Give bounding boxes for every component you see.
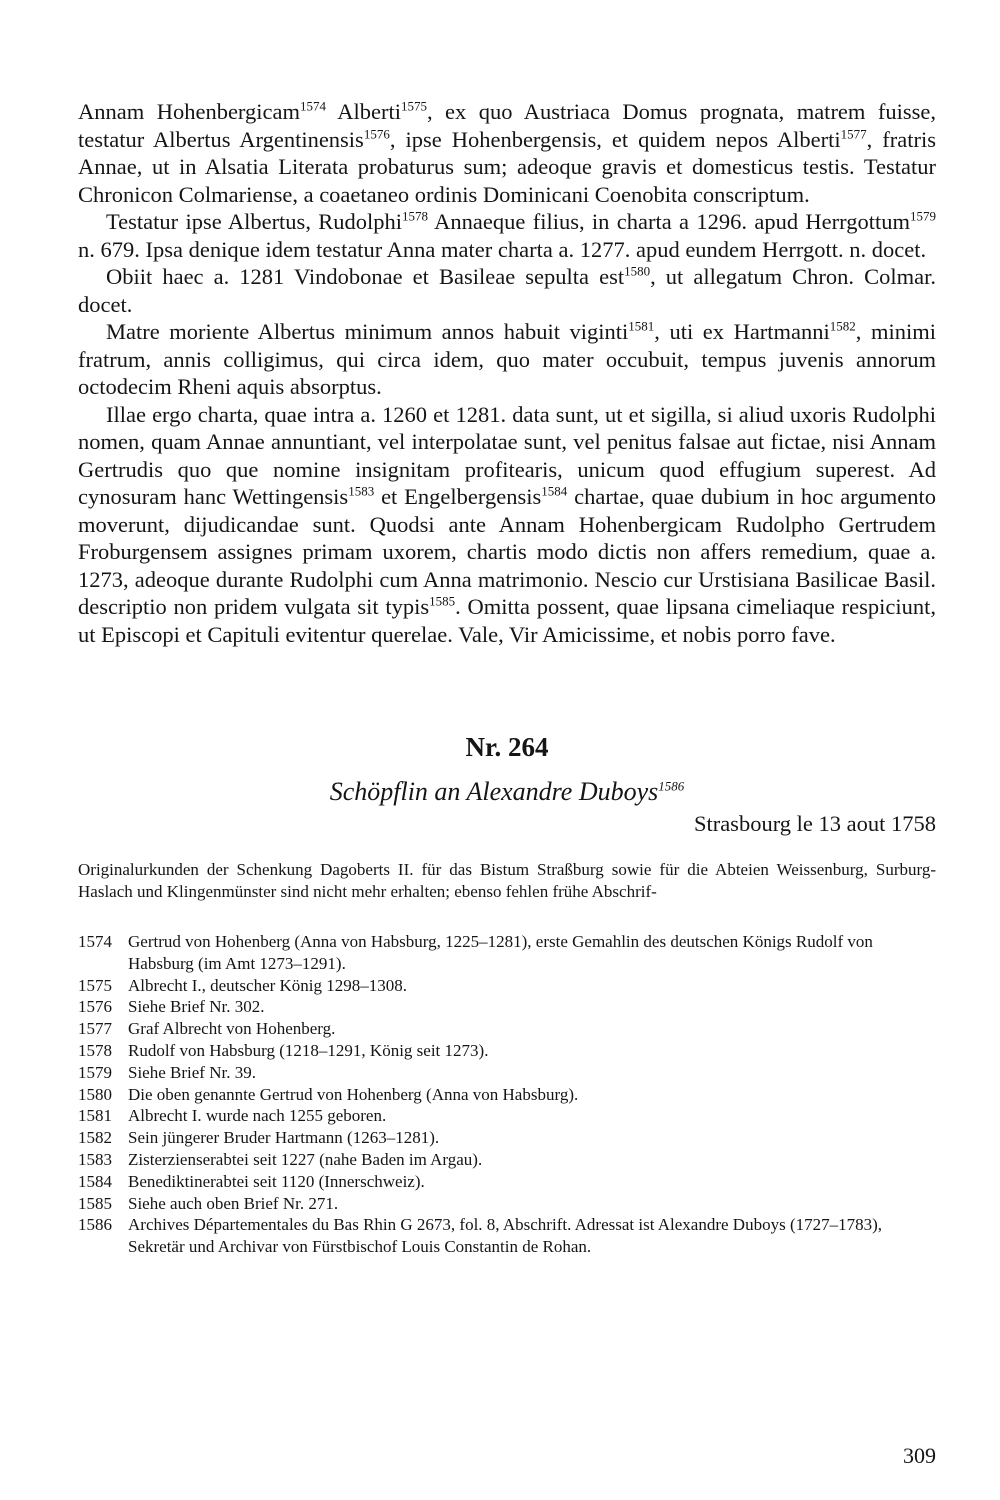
footnote-ref: 1577 [840, 126, 867, 141]
paragraph [78, 98, 936, 208]
footnote [78, 1040, 936, 1062]
footnote-text: Die oben genannte Gertrud von Hohenberg (Anna von Habsburg). [128, 1084, 579, 1104]
dateline: Strasbourg le 13 aout 1758 [693, 811, 936, 836]
footnote-number: 1583 [78, 1149, 112, 1169]
footnote-text: Albrecht I., deutscher König 1298–1308. [128, 975, 408, 995]
footnote-ref: 1583 [348, 483, 375, 499]
footnote-number: 1579 [78, 1062, 112, 1082]
footnote-text: Graf Albrecht von Hohenberg. [128, 1019, 336, 1039]
footnote [78, 996, 936, 1018]
paragraph [78, 208, 936, 263]
footnote-ref: 1580 [624, 263, 651, 279]
footnote [78, 1105, 936, 1127]
footnote-ref: 1584 [541, 483, 568, 499]
footnote-text: Benediktinerabtei seit 1120 (Innerschweiz). [128, 1171, 425, 1191]
footnote-number: 1586 [78, 1215, 112, 1235]
letter-title [78, 777, 936, 807]
paragraph [78, 318, 936, 401]
footnotes [78, 931, 936, 1258]
paragraph-text: , ipse Hohenbergensis, et quidem nepos Alberti [389, 126, 841, 152]
paragraph-text: Illae ergo charta, quae intra a. 1260 et 1281. data sunt, ut et sigilla, si aliud uxoris Rudolphi nomen, quam Annae annuntiant, vel interpolatae sunt, vel penitus falsae aut fictae, nisi Annam Gertrudis quo que nomine insignitam profitearis, unicum quod effugium superest. Ad cynosuram hanc Wettingensis [78, 401, 936, 509]
paragraph-text: Obiit haec a. 1281 Vindobonae et Basileae sepulta est [106, 264, 625, 289]
footnote-ref: 1574 [300, 98, 326, 114]
footnote-number: 1581 [78, 1106, 112, 1126]
footnote-text: Archives Départementales du Bas Rhin G 2673, fol. 8, Abschrift. Adressat ist Alexandre Duboys (1727–1783), Sekretär und Archivar von Fürstbischof Louis Constantin de Rohan. [128, 1215, 883, 1257]
footnote [78, 1084, 936, 1106]
footnote-number: 1577 [78, 1019, 112, 1039]
letter-body [78, 98, 936, 648]
paragraph-text: et Engelbergensis [374, 484, 542, 509]
footnote-ref: 1582 [829, 318, 856, 334]
footnote-number: 1580 [78, 1084, 112, 1104]
footnote-number: 1575 [78, 975, 112, 995]
paragraph-text: Annaeque filius, in charta a 1296. apud Herrgottum [428, 209, 910, 234]
paragraph-text: n. 679. Ipsa denique idem testatur Anna mater charta a. 1277. apud eundem Herrgott. n. docet. [78, 236, 927, 262]
footnote-ref: 1579 [910, 208, 936, 224]
footnote-text: Zisterzienserabtei seit 1227 (nahe Baden im Argau). [128, 1149, 483, 1169]
footnote-text: Albrecht I. wurde nach 1255 geboren. [128, 1106, 387, 1126]
footnote-text: Rudolf von Habsburg (1218–1291, König seit 1273). [128, 1040, 489, 1060]
footnote [78, 1149, 936, 1171]
footnote-number: 1576 [78, 997, 112, 1017]
paragraph-text: , uti ex Hartmanni [654, 319, 830, 344]
editorial-intro: Originalurkunden der Schenkung Dagoberts II. für das Bistum Straßburg sowie für die Abteien Weissenburg, Surburg-Haslach und Klingenmünster sind nicht mehr erhalten; ebenso fehlen frühe Abschrif- [78, 860, 936, 901]
footnote-text: Gertrud von Hohenberg (Anna von Habsburg, 1225–1281), erste Gemahlin des deutschen Königs Rudolf von Habsburg (im Amt 1273–1291). [128, 932, 873, 973]
footnote-text: Siehe Brief Nr. 302. [128, 997, 265, 1017]
footnote-text: Siehe auch oben Brief Nr. 271. [128, 1193, 339, 1213]
paragraph-text: , ex quo Austriaca Domus prognata, matrem fuisse, testatur Albertus Argentinensis [78, 99, 937, 152]
footnote-text: Siehe Brief Nr. 39. [128, 1062, 256, 1082]
paragraph-text: Testatur ipse Albertus, Rudolphi [106, 209, 403, 234]
paragraph-text: , ut allegatum Chron. Colmar. docet. [78, 264, 936, 317]
paragraph-text: Annam Hohenbergicam [78, 99, 300, 124]
footnote-number: 1582 [78, 1128, 112, 1148]
footnote-ref: 1575 [400, 98, 427, 114]
footnote-number: 1584 [78, 1171, 112, 1191]
footnote [78, 1127, 936, 1149]
paragraph-text: Matre moriente Albertus minimum annos habuit viginti [106, 319, 629, 344]
page [78, 98, 936, 1258]
letter-title-text: Schöpflin an Alexandre Duboys [329, 777, 659, 806]
footnote [78, 975, 936, 997]
paragraph [78, 263, 936, 318]
footnote [78, 1018, 936, 1040]
paragraph-text: . Omitta possent, quae lipsana cimeliaque respiciunt, ut Episcopi et Capituli evitentur querelae. Vale, Vir Amicissime, et nobis porro fave. [78, 594, 936, 647]
footnote [78, 1062, 936, 1084]
page-number: 309 [903, 1443, 936, 1468]
footnote-ref: 1581 [628, 318, 655, 334]
paragraph-text: , fratris Annae, ut in Alsatia Literata probaturus sum; adeoque gravis et domesticus testis. Testatur Chronicon Colmariense, a coaetaneo ordinis Dominicani Coenobita conscriptum. [78, 126, 936, 207]
paragraph-text: Alberti [326, 99, 401, 124]
paragraph-text: , minimi fratrum, annis colligimus, qui circa idem, quo mater occubuit, tempus juvenis annorum octodecim Rheni aquis absorptus. [78, 319, 936, 399]
footnote [78, 931, 936, 975]
paragraph-text: chartae, quae dubium in hoc argumento moverunt, dijudicandae sunt. Quodsi ante Annam Hohenbergicam Rudolpho Gertrudem Froburgensem assignes primam uxorem, chartis modo dictis non affers remedium, quae a. 1273, adeoque durante Rudolphi cum Anna matrimonio. Nescio cur Urstisiana Basilicae Basil. descriptio non pridem vulgata sit typis [78, 484, 937, 619]
footnote-ref: 1586 [658, 778, 685, 794]
footnote-text: Sein jüngerer Bruder Hartmann (1263–1281). [128, 1128, 440, 1148]
footnote-number: 1578 [78, 1040, 112, 1060]
footnote-ref: 1578 [402, 208, 429, 224]
footnote [78, 1214, 936, 1258]
footnote-number: 1574 [78, 932, 112, 951]
footnote [78, 1193, 936, 1215]
footnote [78, 1171, 936, 1193]
paragraph [78, 401, 936, 649]
letter-number: Nr. 264 [465, 732, 549, 762]
footnote-ref: 1576 [363, 126, 390, 141]
footnote-ref: 1585 [429, 593, 456, 609]
footnote-number: 1585 [78, 1193, 112, 1213]
